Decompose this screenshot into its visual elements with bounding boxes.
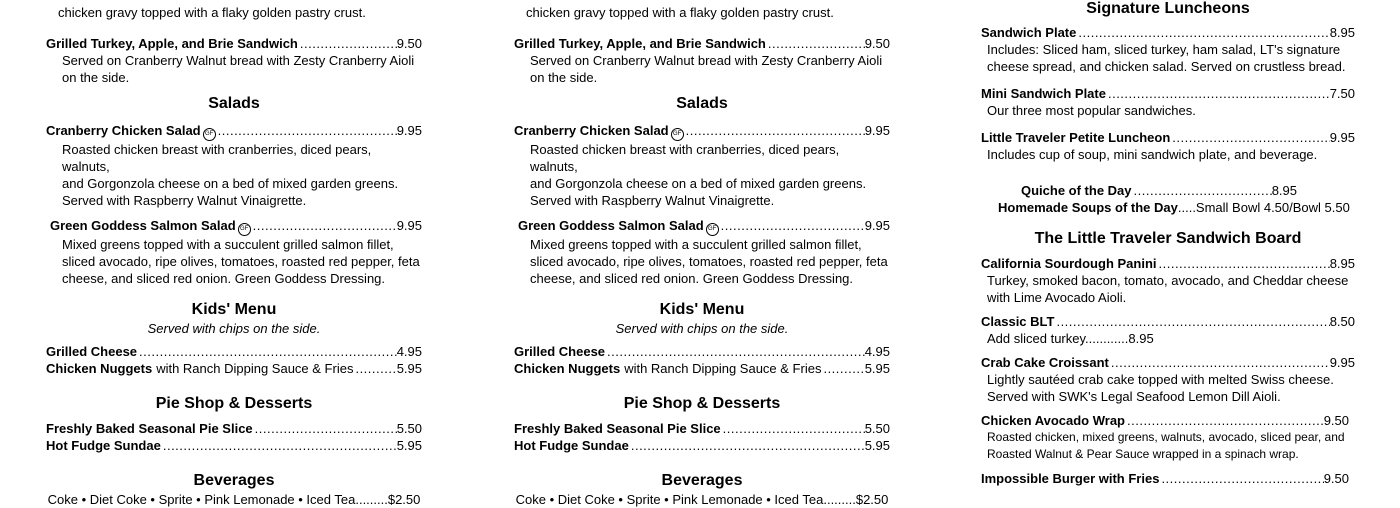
menu-column-right <box>981 0 1355 487</box>
menu-item-petite-luncheon: Little Traveler Petite Luncheon ..... 9.95 <box>981 129 1355 146</box>
menu-item-goddess-salad: Green Goddess Salmon Salad GF ..... 9.95 <box>46 217 422 236</box>
section-title-salads: Salads <box>208 95 260 112</box>
menu-item-soups: Homemade Soups of the Day .....Small Bowl 4.50/Bowl 5.50 <box>998 200 1350 215</box>
section-title-kids: Kids' Menu <box>191 301 277 318</box>
cranberry-desc-3: Served with Raspberry Walnut Vinaigrette. <box>530 193 775 208</box>
gluten-free-icon: GF <box>706 223 719 236</box>
goddess-desc-3: cheese, and sliced red onion. Green Goddess Dressing. <box>530 271 854 286</box>
menu-item-goddess-salad: Green Goddess Salmon Salad GF ..... 9.95 <box>514 217 890 236</box>
menu-column-left <box>46 0 422 508</box>
goddess-desc-2: sliced avocado, ripe olives, tomatoes, roasted red pepper, feta <box>62 254 420 269</box>
cranberry-desc-1: Roasted chicken breast with cranberries, diced pears, walnuts, <box>530 142 840 174</box>
panini-desc-2: with Lime Avocado Aioli. <box>987 290 1127 305</box>
menu-item-sandwich-plate: Sandwich Plate ..... 8.95 <box>981 24 1355 41</box>
gluten-free-icon: GF <box>203 128 216 141</box>
panini-desc-1: Turkey, smoked bacon, tomato, avocado, and Cheddar cheese <box>987 273 1349 288</box>
menu-item-cranberry-salad: Cranberry Chicken Salad GF ..... 9.95 <box>46 122 422 141</box>
menu-item-grilled-cheese: Grilled Cheese ..... 4.95 <box>514 343 890 360</box>
cranberry-desc-1: Roasted chicken breast with cranberries, diced pears, walnuts, <box>62 142 372 174</box>
gluten-free-icon: GF <box>671 128 684 141</box>
crab-desc-2: Served with SWK's Legal Seafood Lemon Dill Aioli. <box>987 389 1281 404</box>
menu-item-cranberry-salad: Cranberry Chicken Salad GF ..... 9.95 <box>514 122 890 141</box>
menu-item-fudge-sundae: Hot Fudge Sundae ..... 5.95 <box>46 437 422 454</box>
menu-item-pie-slice: Freshly Baked Seasonal Pie Slice ..... 5.50 <box>514 420 890 437</box>
section-title-signature: Signature Luncheons <box>1086 0 1250 17</box>
gluten-free-icon: GF <box>238 223 251 236</box>
beverages-line: Coke • Diet Coke • Sprite • Pink Lemonade • Iced Tea.........$2.50 <box>47 492 421 507</box>
sandwich-plate-desc-2: cheese spread, and chicken salad. Served on crustless bread. <box>987 59 1346 74</box>
menu-item-crab-cake: Crab Cake Croissant ..... 9.95 <box>981 354 1355 371</box>
menu-item-blt: Classic BLT ..... 8.50 <box>981 313 1355 330</box>
menu-item-fudge-sundae: Hot Fudge Sundae ..... 5.95 <box>514 437 890 454</box>
cranberry-desc-2: and Gorgonzola cheese on a bed of mixed garden greens. <box>530 176 867 191</box>
crab-desc-1: Lightly sautéed crab cake topped with melted Swiss cheese. <box>987 372 1334 387</box>
section-title-sandwich-board: The Little Traveler Sandwich Board <box>1034 230 1302 247</box>
petite-desc: Includes cup of soup, mini sandwich plate, and beverage. <box>987 147 1318 162</box>
pot-pie-desc: chicken gravy topped with a flaky golden pastry crust. <box>526 5 834 20</box>
menu-item-quiche: Quiche of the Day ..... 8.95 <box>981 182 1297 199</box>
pot-pie-desc: chicken gravy topped with a flaky golden pastry crust. <box>58 5 366 20</box>
turkey-desc-2: on the side. <box>530 70 598 85</box>
turkey-desc-1: Served on Cranberry Walnut bread with Zesty Cranberry Aioli <box>62 53 415 68</box>
section-title-pie: Pie Shop & Desserts <box>623 395 781 412</box>
kids-subtitle: Served with chips on the side. <box>147 321 321 336</box>
menu-item-chicken-nuggets: Chicken Nuggets with Ranch Dipping Sauce & Fries ..... 5.95 <box>514 360 890 377</box>
menu-item-turkey-sandwich: Grilled Turkey, Apple, and Brie Sandwich ..... 9.50 <box>46 35 422 52</box>
goddess-desc-3: cheese, and sliced red onion. Green Goddess Dressing. <box>62 271 386 286</box>
menu-item-grilled-cheese: Grilled Cheese ..... 4.95 <box>46 343 422 360</box>
menu-item-impossible-burger: Impossible Burger with Fries ..... 9.50 <box>981 470 1349 487</box>
sandwich-plate-desc-1: Includes: Sliced ham, sliced turkey, ham salad, LT's signature <box>987 42 1341 57</box>
goddess-desc-1: Mixed greens topped with a succulent grilled salmon fillet, <box>62 237 394 252</box>
wrap-desc-2: Roasted Walnut & Pear Sauce wrapped in a spinach wrap. <box>987 447 1299 461</box>
section-title-salads: Salads <box>676 95 728 112</box>
cranberry-desc-3: Served with Raspberry Walnut Vinaigrette. <box>62 193 307 208</box>
kids-subtitle: Served with chips on the side. <box>615 321 789 336</box>
cranberry-desc-2: and Gorgonzola cheese on a bed of mixed garden greens. <box>62 176 399 191</box>
section-title-pie: Pie Shop & Desserts <box>155 395 313 412</box>
wrap-desc-1: Roasted chicken, mixed greens, walnuts, avocado, sliced pear, and <box>987 430 1345 444</box>
menu-column-middle <box>514 0 890 508</box>
section-title-kids: Kids' Menu <box>659 301 745 318</box>
beverages-line: Coke • Diet Coke • Sprite • Pink Lemonade • Iced Tea.........$2.50 <box>515 492 889 507</box>
section-title-beverages: Beverages <box>193 472 275 489</box>
menu-item-avocado-wrap: Chicken Avocado Wrap ..... 9.50 <box>981 412 1349 429</box>
menu-item-panini: California Sourdough Panini ..... 8.95 <box>981 255 1355 272</box>
goddess-desc-1: Mixed greens topped with a succulent grilled salmon fillet, <box>530 237 862 252</box>
turkey-desc-1: Served on Cranberry Walnut bread with Zesty Cranberry Aioli <box>530 53 883 68</box>
mini-plate-desc: Our three most popular sandwiches. <box>987 103 1196 118</box>
menu-item-chicken-nuggets: Chicken Nuggets with Ranch Dipping Sauce & Fries ..... 5.95 <box>46 360 422 377</box>
blt-desc: Add sliced turkey............8.95 <box>987 331 1154 346</box>
section-title-beverages: Beverages <box>661 472 743 489</box>
turkey-desc-2: on the side. <box>62 70 130 85</box>
goddess-desc-2: sliced avocado, ripe olives, tomatoes, roasted red pepper, feta <box>530 254 888 269</box>
menu-item-turkey-sandwich: Grilled Turkey, Apple, and Brie Sandwich ..... 9.50 <box>514 35 890 52</box>
menu-item-pie-slice: Freshly Baked Seasonal Pie Slice ..... 5.50 <box>46 420 422 437</box>
menu-item-mini-plate: Mini Sandwich Plate ..... 7.50 <box>981 85 1355 102</box>
